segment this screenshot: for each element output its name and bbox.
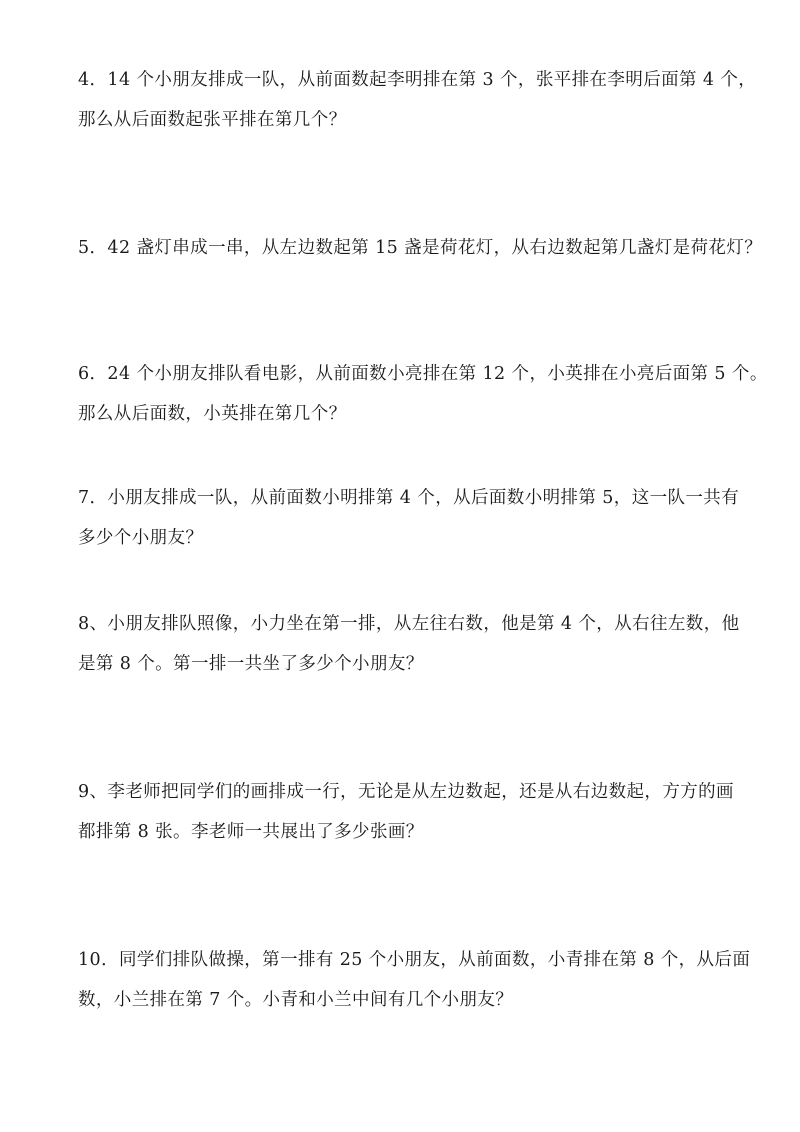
problem-8-line-1: 8、小朋友排队照像，小力坐在第一排，从左往右数，他是第 4 个，从右往左数，他 — [78, 614, 740, 634]
problem-6-line-1: 6．24 个小朋友排队看电影，从前面数小亮排在第 12 个，小英排在小亮后面第 5 个。 — [78, 364, 768, 384]
problem-9-line-1: 9、李老师把同学们的画排成一行，无论是从左边数起，还是从右边数起，方方的画 — [78, 782, 734, 802]
problem-7-line-2: 多少个小朋友？ — [78, 528, 204, 548]
problem-6 — [78, 354, 768, 434]
problem-10-line-1: 10．同学们排队做操，第一排有 25 个小朋友，从前面数，小青排在第 8 个，从后面 — [78, 950, 751, 970]
problem-4-line-1: 4．14 个小朋友排成一队，从前面数起李明排在第 3 个，张平排在李明后面第 4 个， — [78, 70, 757, 90]
problem-7-line-1: 7．小朋友排成一队，从前面数小明排第 4 个，从后面数小明排第 5，这一队一共有 — [78, 488, 740, 508]
problem-7 — [78, 478, 768, 558]
problem-5-line-1: 5．42 盏灯串成一串，从左边数起第 15 盏是荷花灯，从右边数起第几盏灯是荷花灯？ — [78, 238, 763, 258]
problem-10-line-2: 数，小兰排在第 7 个。小青和小兰中间有几个小朋友？ — [78, 990, 514, 1010]
problem-8-line-2: 是第 8 个。第一排一共坐了多少个小朋友？ — [78, 654, 424, 674]
problem-5 — [78, 228, 768, 268]
problem-10 — [78, 940, 768, 1020]
problem-6-line-2: 那么从后面数，小英排在第几个？ — [78, 404, 347, 424]
problem-4-line-2: 那么从后面数起张平排在第几个？ — [78, 110, 347, 130]
problem-8 — [78, 604, 768, 684]
problem-9-line-2: 都排第 8 张。李老师一共展出了多少张画？ — [78, 822, 424, 842]
problem-4 — [78, 60, 768, 140]
problem-9 — [78, 772, 768, 852]
